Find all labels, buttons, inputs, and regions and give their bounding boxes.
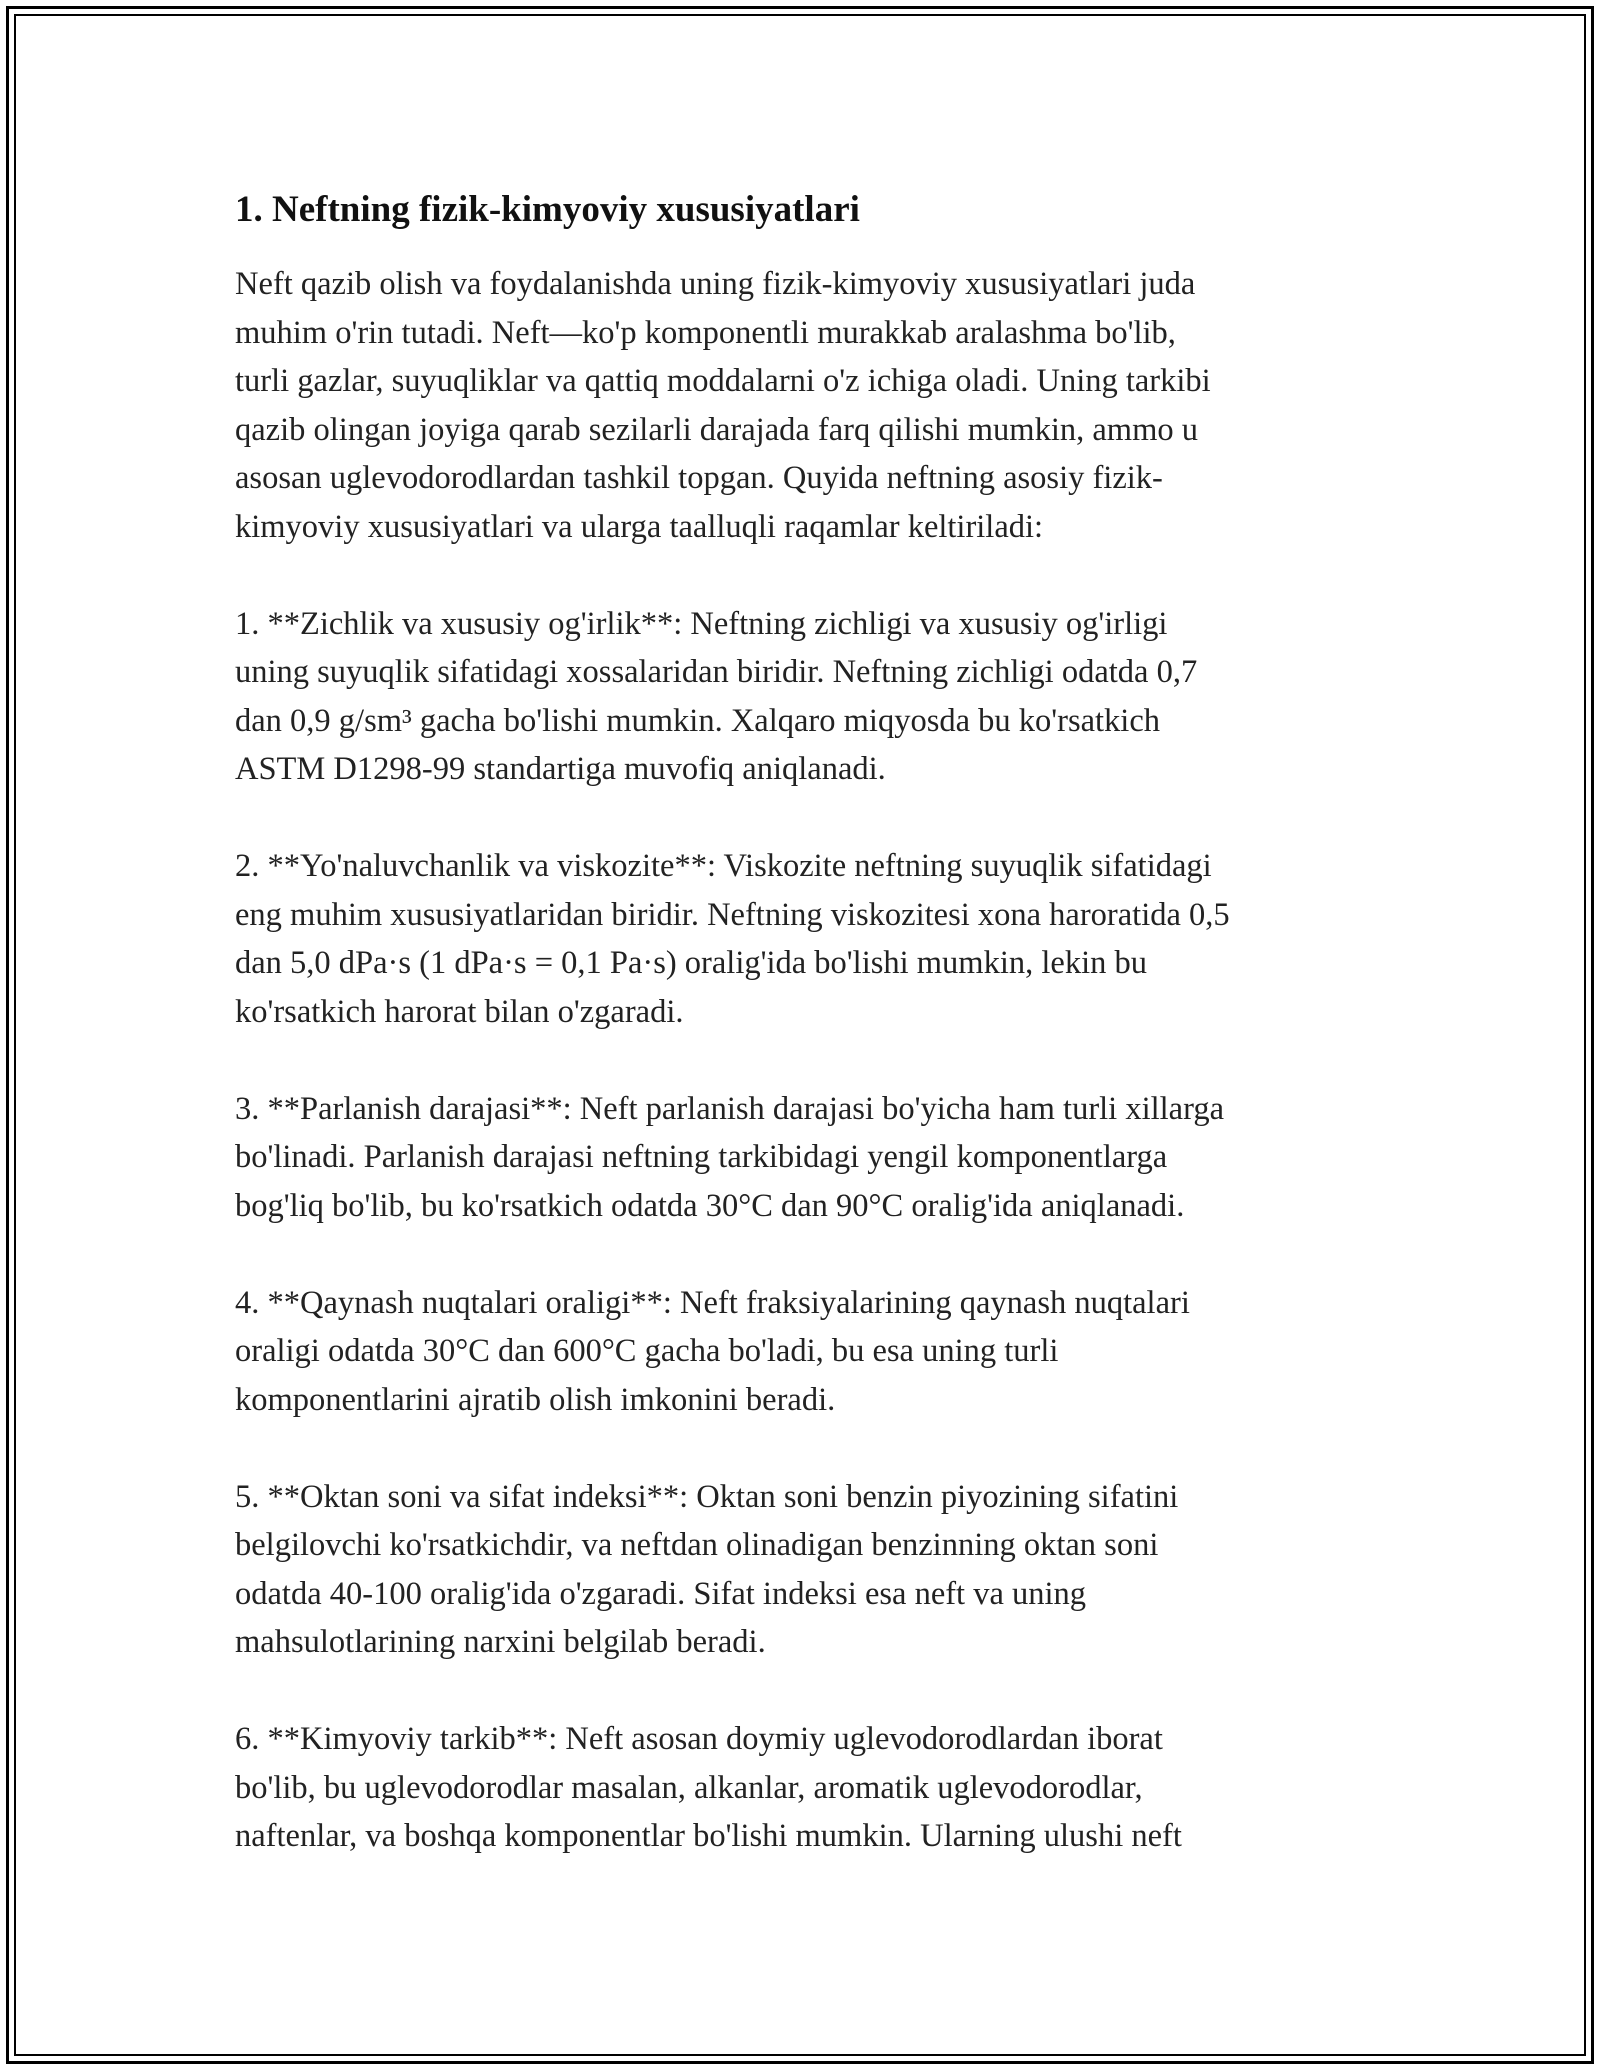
boiling-range-paragraph: 4. **Qaynash nuqtalari oraligi**: Neft fraksiyalarining qaynash nuqtalari oraligi odatda 30°C dan 600°C gacha bo'ladi, bu esa uning turli komponentlarini ajratib olish imkonini beradi. xyxy=(235,1284,1190,1418)
viscosity-paragraph: 2. **Yo'naluvchanlik va viskozite**: Viskozite neftning suyuqlik sifatidagi eng muhim xususiyatlaridan biridir. Neftning viskozitesi xona haroratida 0,5 dan 5,0 dPa·s (1 dPa·s = 0,1 Pa·s) oralig'ida bo'lishi mumkin, lekin bu ko'rsatkich harorat bilan o'zgaradi. xyxy=(235,848,1230,1030)
chemical-composition-paragraph: 6. **Kimyoviy tarkib**: Neft asosan doymiy uglevodorodlardan iborat bo'lib, bu uglevodorodlar masalan, alkanlar, aromatik uglevodorodlar, naftenlar, va boshqa komponentlar bo'lishi mumkin. Ularning ulushi neft xyxy=(235,1721,1182,1855)
intro-paragraph: Neft qazib olish va foydalanishda uning fizik-kimyoviy xususiyatlari juda muhim o'rin tutadi. Neft—ko'p komponentli murakkab aralashma bo'lib, turli gazlar, suyuqliklar va qattiq moddalarni o'z ichiga oladi. Uning tarkibi qazib olingan joyiga qarab sezilarli darajada farq qilishi mumkin, ammo u asosan uglevodorodlardan tashkil topgan. Quyida neftning asosiy fizik- kimyoviy xususiyatlari va ularga taalluqli raqamlar keltiriladi: xyxy=(235,266,1211,545)
document-body xyxy=(235,186,1365,1909)
section-title: 1. Neftning fizik-kimyoviy xususiyatlari xyxy=(235,189,860,230)
evaporation-paragraph: 3. **Parlanish darajasi**: Neft parlanish darajasi bo'yicha ham turli xillarga bo'linadi. Parlanish darajasi neftning tarkibidagi yengil komponentlarga bog'liq bo'lib, bu ko'rsatkich odatda 30°C dan 90°C oralig'ida aniqlanadi. xyxy=(235,1090,1224,1224)
density-paragraph: 1. **Zichlik va xususiy og'irlik**: Neftning zichligi va xususiy og'irligi uning suyuqlik sifatidagi xossalaridan biridir. Neftning zichligi odatda 0,7 dan 0,9 g/sm³ gacha bo'lishi mumkin. Xalqaro miqyosda bu ko'rsatkich ASTM D1298-99 standartiga muvofiq aniqlanadi. xyxy=(235,605,1198,788)
octane-paragraph: 5. **Oktan soni va sifat indeksi**: Oktan soni benzin piyozining sifatini belgilovchi ko'rsatkichdir, va neftdan olinadigan benzinning oktan soni odatda 40-100 oralig'ida o'zgaradi. Sifat indeksi esa neft va uning mahsulotlarining narxini belgilab beradi. xyxy=(235,1478,1179,1661)
